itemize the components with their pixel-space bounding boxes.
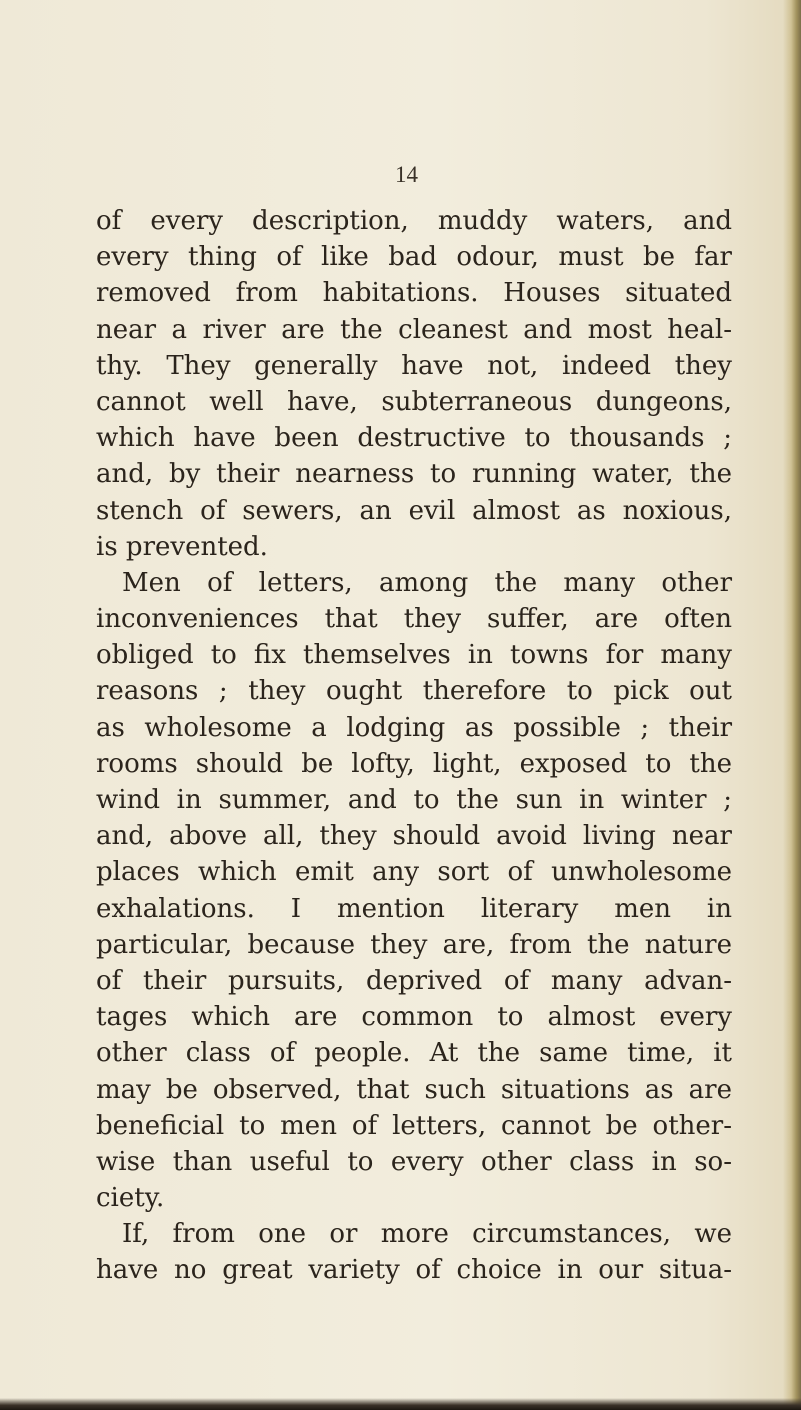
text-line: obliged to fix themselves in towns for many xyxy=(96,640,732,671)
text-line: and, above all, they should avoid living near xyxy=(96,821,732,852)
text-line: of every description, muddy waters, and xyxy=(96,206,732,236)
text-line: cannot well have, subterraneous dungeons, xyxy=(96,386,732,417)
text-line: tages which are common to almost every xyxy=(96,1002,732,1033)
text-line: wise than useful to every other class in so- xyxy=(96,1146,732,1177)
text-line: thy. They generally have not, indeed they xyxy=(96,350,732,381)
text-line: of their pursuits, deprived of many advan- xyxy=(96,965,732,996)
text-line: particular, because they are, from the nature xyxy=(96,929,732,960)
page-bottom-edge xyxy=(0,1398,801,1410)
text-line: inconveniences that they suffer, are often xyxy=(96,604,732,635)
body-text xyxy=(96,203,732,1289)
text-line: rooms should be lofty, light, exposed to the xyxy=(96,748,732,779)
text-line: places which emit any sort of unwholesome xyxy=(96,857,732,888)
text-line: ciety. xyxy=(96,1183,165,1214)
text-line: as wholesome a lodging as possible ; their xyxy=(96,712,732,743)
text-line: every thing of like bad odour, must be far xyxy=(96,242,732,273)
text-line: stench of sewers, an evil almost as noxious, xyxy=(96,495,732,526)
text-line: may be observed, that such situations as are xyxy=(96,1074,732,1105)
text-line: near a river are the cleanest and most heal- xyxy=(96,314,732,345)
text-line: and, by their nearness to running water, the xyxy=(96,459,732,490)
text-line: have no great variety of choice in our situa- xyxy=(96,1255,732,1286)
page-number: 14 xyxy=(395,162,418,187)
text-line: beneficial to men of letters, cannot be other- xyxy=(96,1110,732,1141)
text-line: removed from habitations. Houses situated xyxy=(96,278,732,309)
text-line: exhalations. I mention literary men in xyxy=(96,893,732,924)
text-line: is prevented. xyxy=(96,531,268,562)
text-line: reasons ; they ought therefore to pick out xyxy=(96,676,732,707)
text-line: wind in summer, and to the sun in winter ; xyxy=(96,785,732,815)
text-line: which have been destructive to thousands ; xyxy=(96,423,732,454)
page-edge-shadow xyxy=(783,0,801,1410)
paragraph-start: If, from one or more circumstances, we xyxy=(122,1219,732,1250)
text-line: other class of people. At the same time, it xyxy=(96,1038,732,1069)
paragraph-start: Men of letters, among the many other xyxy=(122,567,732,598)
